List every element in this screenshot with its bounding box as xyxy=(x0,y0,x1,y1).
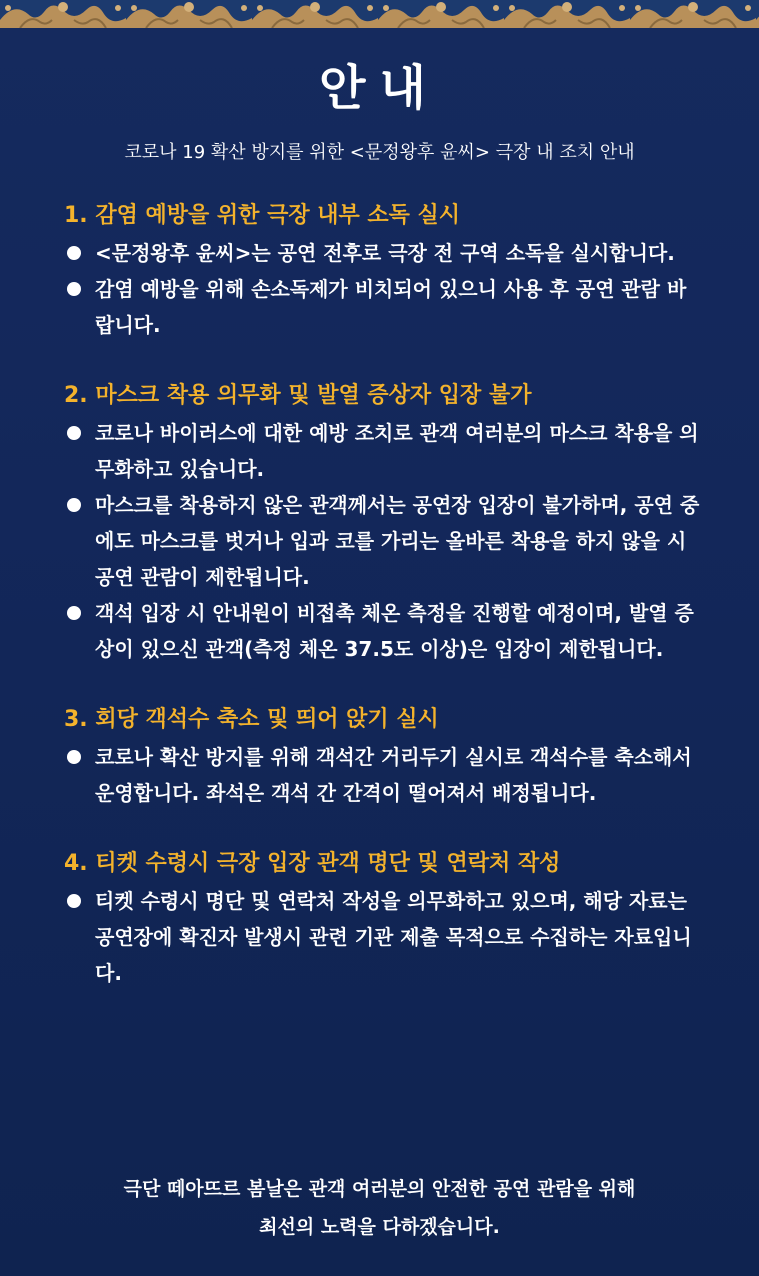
list-item-text: 객석 입장 시 안내원이 비접촉 체온 측정을 진행할 예정이며, 발열 증상이 있으신 관객(측정 체온 37.5도 이상)은 입장이 제한됩니다. xyxy=(95,601,694,661)
section-title: 3. 회당 객석수 축소 및 띄어 앉기 실시 xyxy=(64,707,439,732)
list-item-text: 코로나 바이러스에 대한 예방 조치로 관객 여러분의 마스크 착용을 의무화하고 있습니다. xyxy=(95,421,699,481)
bullet-icon xyxy=(67,426,81,440)
list-item-text: 티켓 수령시 명단 및 연락처 작성을 의무화하고 있으며, 해당 자료는 공연장에 확진자 발생시 관련 기관 제출 목적으로 수집하는 자료입니다. xyxy=(95,889,692,985)
list-item-text: 마스크를 착용하지 않은 관객께서는 공연장 입장이 불가하며, 공연 중에도 마스크를 벗거나 입과 코를 가리는 올바른 착용을 하지 않을 시 공연 관람이 제한됩니다. xyxy=(95,493,700,589)
bullet-icon xyxy=(67,498,81,512)
notice-section-disinfection xyxy=(64,200,704,343)
section-items xyxy=(64,739,704,811)
list-item xyxy=(64,595,704,667)
section-title: 1. 감염 예방을 위한 극장 내부 소독 실시 xyxy=(64,203,461,228)
list-item xyxy=(64,235,704,271)
page-title: 안내 xyxy=(319,60,440,116)
section-items xyxy=(64,415,704,667)
list-item xyxy=(64,415,704,487)
list-item xyxy=(64,883,704,991)
ornament-pattern xyxy=(0,0,759,28)
list-item-text: <문정왕후 윤씨>는 공연 전후로 극장 전 구역 소독을 실시합니다. xyxy=(95,241,675,265)
notice-section-seating xyxy=(64,704,704,811)
notice-content xyxy=(64,200,704,1028)
list-item-text: 코로나 확산 방지를 위해 객석간 거리두기 실시로 객석수를 축소해서 운영합니다. 좌석은 객석 간 간격이 떨어져서 배정됩니다. xyxy=(95,745,692,805)
section-items xyxy=(64,235,704,343)
list-item xyxy=(64,487,704,595)
list-item xyxy=(64,739,704,811)
closing-message xyxy=(0,1170,759,1246)
bullet-icon xyxy=(67,894,81,908)
bullet-icon xyxy=(67,246,81,260)
section-title: 2. 마스크 착용 의무화 및 발열 증상자 입장 불가 xyxy=(64,383,532,408)
section-items xyxy=(64,883,704,991)
section-title: 4. 티켓 수령시 극장 입장 관객 명단 및 연락처 작성 xyxy=(64,851,561,876)
list-item-text: 감염 예방을 위해 손소독제가 비치되어 있으니 사용 후 공연 관람 바랍니다. xyxy=(95,277,687,337)
bullet-icon xyxy=(67,750,81,764)
list-item xyxy=(64,271,704,343)
ornamental-border xyxy=(0,0,759,28)
notice-section-mask xyxy=(64,380,704,667)
bullet-icon xyxy=(67,606,81,620)
notice-section-ticket xyxy=(64,848,704,991)
closing-line-2: 최선의 노력을 다하겠습니다. xyxy=(259,1216,500,1238)
page-subtitle: 코로나 19 확산 방지를 위한 <문정왕후 윤씨> 극장 내 조치 안내 xyxy=(124,142,635,163)
bullet-icon xyxy=(67,282,81,296)
closing-line-1: 극단 떼아뜨르 봄날은 관객 여러분의 안전한 공연 관람을 위해 xyxy=(123,1178,636,1200)
